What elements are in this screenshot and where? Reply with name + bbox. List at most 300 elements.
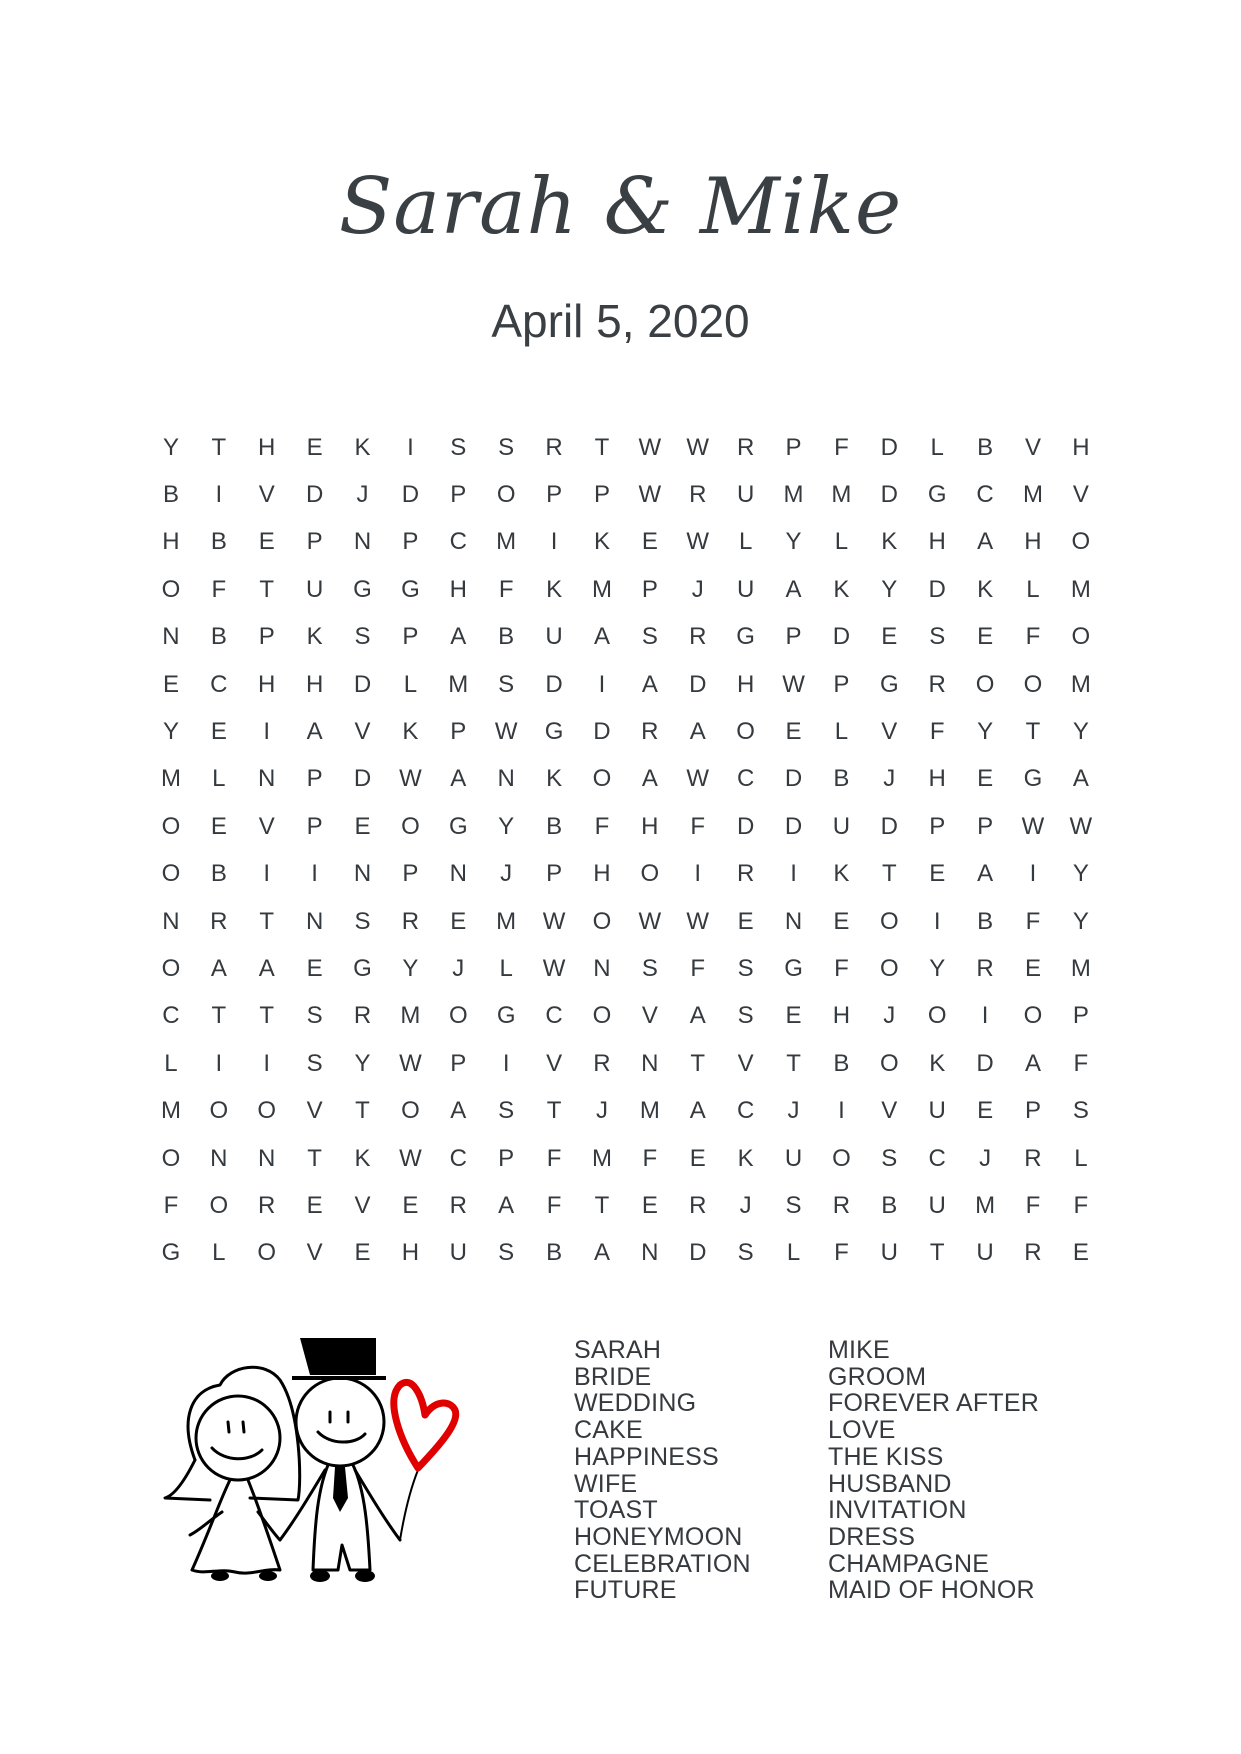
grid-letter: A	[1072, 765, 1089, 793]
grid-letter: V	[354, 718, 371, 746]
grid-letter: W	[686, 765, 710, 793]
grid-letter: K	[833, 575, 850, 603]
grid-letter: P	[546, 860, 563, 888]
grid-letter: D	[401, 481, 420, 509]
word-list-item: MAID OF HONOR	[828, 1576, 1035, 1605]
grid-letter: K	[354, 1144, 371, 1172]
couple-names-title: Sarah & Mike	[338, 162, 903, 252]
grid-letter: E	[977, 1097, 994, 1125]
grid-letter: D	[305, 481, 324, 509]
grid-letter: O	[1023, 670, 1043, 698]
grid-letter: S	[498, 670, 515, 698]
grid-letter: S	[929, 623, 946, 651]
grid-letter: L	[403, 670, 418, 698]
grid-letter: Y	[881, 575, 898, 603]
grid-letter: Y	[1072, 718, 1089, 746]
grid-letter: V	[737, 1049, 754, 1077]
grid-letter: O	[401, 812, 420, 840]
grid-letter: A	[689, 718, 706, 746]
grid-letter: Y	[977, 718, 994, 746]
grid-letter: F	[1073, 1049, 1089, 1077]
grid-letter: K	[977, 575, 994, 603]
grid-letter: F	[690, 954, 706, 982]
grid-letter: V	[306, 1239, 323, 1267]
word-search-grid	[147, 424, 1105, 1277]
grid-letter: U	[545, 623, 563, 651]
grid-letter: E	[210, 718, 227, 746]
grid-letter: N	[162, 623, 180, 651]
grid-letter: E	[929, 860, 946, 888]
grid-letter: E	[737, 907, 754, 935]
grid-letter: P	[306, 765, 323, 793]
grid-letter: S	[498, 433, 515, 461]
grid-letter: S	[306, 1049, 323, 1077]
grid-letter: R	[449, 1191, 467, 1219]
grid-letter: N	[497, 765, 515, 793]
grid-letter: J	[691, 575, 704, 603]
grid-letter: O	[592, 765, 612, 793]
grid-letter: O	[496, 481, 516, 509]
grid-letter: N	[784, 907, 803, 935]
grid-letter: T	[211, 1002, 227, 1030]
grid-letter: J	[739, 1191, 752, 1219]
grid-letter: U	[880, 1239, 898, 1267]
grid-letter: B	[162, 481, 179, 509]
grid-letter: W	[686, 433, 710, 461]
grid-letter: D	[976, 1049, 994, 1077]
grid-letter: I	[598, 670, 606, 698]
grid-letter: A	[498, 1191, 515, 1219]
grid-letter: A	[450, 1097, 467, 1125]
wedding-date: April 5, 2020	[491, 295, 750, 347]
word-list-item: CHAMPAGNE	[828, 1549, 990, 1578]
grid-letter: T	[1025, 718, 1041, 746]
grid-letter: U	[449, 1239, 467, 1267]
grid-letter: M	[591, 575, 612, 603]
grid-letter: R	[736, 860, 755, 888]
grid-letter: G	[784, 954, 803, 982]
grid-letter: P	[450, 481, 467, 509]
word-list-column-2	[828, 1337, 1039, 1604]
grid-letter: W	[686, 907, 710, 935]
grid-letter: K	[929, 1049, 946, 1077]
grid-letter: O	[736, 718, 755, 746]
grid-letter: O	[448, 1002, 468, 1030]
grid-letter: P	[641, 575, 658, 603]
grid-letter: S	[737, 954, 754, 982]
grid-letter: H	[1072, 433, 1090, 461]
grid-letter: H	[736, 670, 755, 698]
grid-letter: O	[879, 1049, 899, 1077]
grid-letter: R	[1024, 1239, 1042, 1267]
grid-letter: K	[833, 860, 850, 888]
grid-letter: U	[976, 1239, 994, 1267]
grid-letter: G	[927, 481, 947, 509]
grid-letter: U	[784, 1144, 803, 1172]
grid-letter: L	[499, 954, 513, 982]
grid-letter: T	[690, 1049, 706, 1077]
grid-letter: C	[210, 670, 228, 698]
grid-letter: E	[354, 1239, 371, 1267]
grid-letter: D	[880, 433, 898, 461]
grid-letter: O	[161, 1144, 181, 1172]
grid-letter: N	[305, 907, 324, 935]
grid-letter: K	[306, 623, 323, 651]
grid-letter: P	[258, 623, 275, 651]
grid-letter: P	[402, 528, 419, 556]
grid-letter: R	[689, 481, 707, 509]
grid-letter: I	[550, 528, 558, 556]
grid-letter: N	[641, 1239, 659, 1267]
grid-letter: T	[307, 1144, 322, 1172]
grid-letter: R	[689, 623, 707, 651]
grid-letter: V	[1072, 481, 1089, 509]
grid-letter: E	[641, 528, 658, 556]
grid-letter: M	[783, 481, 804, 509]
grid-letter: W	[399, 1049, 422, 1077]
grid-letter: B	[498, 623, 515, 651]
grid-letter: L	[930, 433, 944, 461]
grid-letter: P	[450, 1049, 467, 1077]
grid-letter: C	[545, 1002, 563, 1030]
grid-letter: T	[594, 1191, 610, 1219]
grid-letter: T	[259, 575, 275, 603]
word-list-item: SARAH	[574, 1336, 662, 1364]
grid-letter: L	[1074, 1144, 1088, 1172]
grid-letter: G	[353, 575, 372, 603]
grid-letter: F	[498, 575, 514, 603]
grid-letter: V	[1024, 433, 1041, 461]
grid-letter: L	[834, 718, 849, 746]
grid-letter: N	[258, 765, 276, 793]
grid-letter: O	[592, 1002, 612, 1030]
grid-letter: E	[354, 812, 371, 840]
grid-letter: L	[1026, 575, 1040, 603]
grid-letter: M	[1070, 575, 1091, 603]
grid-letter: O	[1023, 1002, 1043, 1030]
word-list-item: HUSBAND	[828, 1469, 952, 1498]
grid-letter: F	[642, 1144, 658, 1172]
grid-letter: Y	[498, 812, 515, 840]
grid-letter: R	[210, 907, 228, 935]
grid-letter: L	[212, 1239, 226, 1267]
grid-letter: J	[452, 954, 465, 982]
grid-letter: B	[210, 860, 227, 888]
grid-letter: P	[306, 812, 323, 840]
grid-letter: I	[838, 1097, 845, 1125]
grid-letter: I	[215, 481, 223, 509]
grid-letter: E	[977, 623, 994, 651]
grid-letter: K	[881, 528, 898, 556]
grid-letter: C	[976, 481, 994, 509]
grid-letter: H	[305, 670, 324, 698]
grid-letter: U	[928, 1097, 946, 1125]
grid-letter: U	[305, 575, 324, 603]
grid-letter: S	[354, 623, 371, 651]
grid-letter: W	[542, 907, 566, 935]
grid-letter: N	[162, 907, 180, 935]
grid-letter: I	[1029, 860, 1037, 888]
grid-letter: M	[975, 1191, 996, 1219]
grid-letter: R	[976, 954, 994, 982]
grid-letter: M	[448, 670, 469, 698]
grid-letter: I	[263, 860, 271, 888]
grid-letter: D	[928, 575, 946, 603]
grid-letter: M	[160, 1097, 181, 1125]
grid-letter: F	[1025, 623, 1041, 651]
grid-letter: W	[638, 481, 662, 509]
grid-letter: O	[975, 670, 995, 698]
grid-letter: S	[1072, 1097, 1089, 1125]
grid-letter: O	[879, 907, 899, 935]
grid-letter: C	[449, 1144, 467, 1172]
grid-letter: C	[736, 765, 755, 793]
grid-letter: I	[215, 1049, 223, 1077]
grid-letter: B	[210, 528, 227, 556]
grid-letter: F	[163, 1191, 179, 1219]
grid-letter: A	[450, 623, 467, 651]
grid-letter: W	[494, 718, 518, 746]
grid-letter: E	[210, 812, 227, 840]
word-list-item: DRESS	[828, 1522, 916, 1551]
grid-letter: U	[736, 575, 755, 603]
grid-letter: M	[1022, 481, 1043, 509]
grid-letter: B	[833, 1049, 850, 1077]
grid-letter: W	[542, 954, 566, 982]
grid-letter: G	[1023, 765, 1043, 793]
grid-letter: R	[641, 718, 659, 746]
grid-letter: B	[546, 1239, 563, 1267]
grid-letter: F	[1073, 1191, 1089, 1219]
grid-letter: E	[977, 765, 994, 793]
grid-letter: U	[736, 481, 755, 509]
grid-letter: J	[979, 1144, 992, 1172]
grid-letter: E	[1072, 1239, 1089, 1267]
grid-letter: E	[402, 1191, 419, 1219]
grid-letter: B	[210, 623, 227, 651]
grid-letter: W	[1021, 812, 1045, 840]
grid-letter: D	[353, 765, 372, 793]
grid-letter: J	[787, 1097, 800, 1125]
grid-letter: P	[546, 481, 563, 509]
grid-letter: H	[928, 765, 946, 793]
grid-letter: Y	[929, 954, 946, 982]
grid-letter: H	[401, 1239, 420, 1267]
grid-letter: G	[161, 1239, 181, 1267]
word-list-item: WIFE	[574, 1469, 638, 1498]
grid-letter: S	[641, 954, 658, 982]
grid-letter: W	[782, 670, 805, 698]
grid-letter: T	[355, 1097, 370, 1125]
grid-letter: P	[833, 670, 850, 698]
grid-letter: D	[784, 812, 803, 840]
word-list-item: LOVE	[828, 1416, 896, 1445]
grid-letter: V	[354, 1191, 371, 1219]
grid-letter: B	[546, 812, 563, 840]
grid-letter: N	[353, 860, 372, 888]
grid-letter: A	[641, 765, 658, 793]
grid-letter: S	[641, 623, 658, 651]
grid-letter: F	[546, 1144, 562, 1172]
grid-letter: I	[790, 860, 797, 888]
grid-letter: A	[689, 1002, 706, 1030]
grid-letter: I	[502, 1049, 510, 1077]
grid-letter: B	[833, 765, 850, 793]
grid-letter: E	[785, 1002, 802, 1030]
grid-letter: N	[210, 1144, 228, 1172]
grid-letter: F	[834, 433, 849, 461]
grid-letter: M	[400, 1002, 421, 1030]
grid-letter: D	[832, 623, 851, 651]
grid-letter: K	[546, 765, 563, 793]
bride-and-groom-icon	[150, 1330, 480, 1610]
word-list-column-1	[574, 1337, 751, 1604]
grid-letter: C	[736, 1097, 755, 1125]
grid-letter: F	[546, 1191, 562, 1219]
word-list-item: CAKE	[574, 1416, 643, 1445]
grid-letter: M	[831, 481, 852, 509]
grid-letter: P	[785, 433, 802, 461]
grid-letter: E	[1024, 954, 1041, 982]
grid-letter: L	[212, 765, 226, 793]
grid-letter: C	[162, 1002, 180, 1030]
grid-letter: O	[1071, 623, 1091, 651]
grid-letter: L	[738, 528, 753, 556]
grid-letter: R	[401, 907, 420, 935]
grid-letter: L	[164, 1049, 178, 1077]
grid-letter: S	[498, 1097, 515, 1125]
grid-letter: E	[641, 1191, 658, 1219]
grid-letter: P	[785, 623, 802, 651]
grid-letter: O	[161, 860, 181, 888]
grid-letter: V	[881, 1097, 898, 1125]
grid-letter: R	[689, 1191, 707, 1219]
grid-letter: F	[1025, 1191, 1041, 1219]
grid-letter: D	[784, 765, 803, 793]
grid-letter: A	[593, 623, 610, 651]
grid-letter: A	[593, 1239, 610, 1267]
grid-letter: S	[306, 1002, 323, 1030]
grid-letter: R	[545, 433, 563, 461]
grid-letter: J	[500, 860, 513, 888]
grid-letter: V	[306, 1097, 323, 1125]
grid-letter: T	[594, 433, 610, 461]
grid-letter: K	[354, 433, 371, 461]
grid-letter: G	[448, 812, 468, 840]
grid-letter: O	[209, 1097, 229, 1125]
grid-letter: H	[1024, 528, 1042, 556]
grid-letter: H	[258, 670, 276, 698]
word-list-item: TOAST	[574, 1496, 658, 1525]
grid-letter: U	[832, 812, 851, 840]
grid-letter: V	[641, 1002, 658, 1030]
grid-letter: K	[593, 528, 610, 556]
grid-letter: F	[211, 575, 227, 603]
grid-letter: P	[306, 528, 323, 556]
grid-letter: W	[1069, 812, 1093, 840]
grid-letter: Y	[1072, 860, 1089, 888]
grid-letter: I	[407, 433, 414, 461]
grid-letter: A	[210, 954, 227, 982]
grid-letter: S	[881, 1144, 898, 1172]
grid-letter: V	[258, 481, 275, 509]
word-list-item: FOREVER AFTER	[828, 1389, 1039, 1418]
grid-letter: E	[258, 528, 275, 556]
grid-letter: E	[306, 1191, 323, 1219]
grid-letter: P	[929, 812, 946, 840]
word-list-item: BRIDE	[574, 1362, 652, 1391]
grid-letter: A	[450, 765, 467, 793]
grid-letter: M	[1070, 954, 1091, 982]
grid-letter: P	[498, 1144, 515, 1172]
grid-letter: H	[641, 812, 659, 840]
grid-letter: O	[879, 954, 899, 982]
grid-letter: I	[933, 907, 941, 935]
grid-letter: A	[977, 528, 994, 556]
grid-letter: J	[595, 1097, 608, 1125]
grid-letter: F	[834, 954, 849, 982]
grid-letter: D	[880, 481, 898, 509]
grid-letter: N	[593, 954, 611, 982]
grid-letter: D	[353, 670, 372, 698]
grid-letter: A	[689, 1097, 706, 1125]
grid-letter: M	[496, 528, 517, 556]
grid-letter: H	[449, 575, 467, 603]
grid-letter: P	[977, 812, 994, 840]
grid-letter: I	[311, 860, 318, 888]
grid-letter: T	[211, 433, 227, 461]
grid-letter: T	[259, 907, 275, 935]
grid-letter: W	[686, 528, 710, 556]
grid-letter: R	[593, 1049, 611, 1077]
grid-letter: N	[449, 860, 467, 888]
grid-letter: W	[638, 907, 662, 935]
grid-letter: C	[449, 528, 467, 556]
grid-letter: M	[496, 907, 517, 935]
grid-letter: O	[1071, 528, 1091, 556]
grid-letter: H	[162, 528, 180, 556]
grid-letter: R	[928, 670, 946, 698]
grid-letter: R	[1024, 1144, 1042, 1172]
grid-letter: L	[786, 1239, 801, 1267]
grid-letter: G	[401, 575, 420, 603]
grid-letter: M	[591, 1144, 612, 1172]
grid-letter: O	[257, 1239, 277, 1267]
grid-letter: C	[928, 1144, 946, 1172]
grid-letter: V	[546, 1049, 563, 1077]
grid-letter: I	[981, 1002, 989, 1030]
grid-letter: F	[690, 812, 706, 840]
grid-letter: W	[399, 765, 422, 793]
grid-letter: I	[263, 718, 271, 746]
grid-letter: D	[736, 812, 755, 840]
word-list-item: GROOM	[828, 1362, 927, 1391]
grid-letter: R	[258, 1191, 276, 1219]
grid-letter: R	[736, 433, 755, 461]
grid-letter: O	[209, 1191, 229, 1219]
grid-letter: R	[832, 1191, 851, 1219]
grid-letter: A	[977, 860, 994, 888]
grid-letter: H	[593, 860, 611, 888]
grid-letter: G	[353, 954, 372, 982]
grid-letter: M	[160, 765, 181, 793]
grid-letter: Y	[354, 1049, 371, 1077]
grid-letter: N	[258, 1144, 276, 1172]
grid-letter: E	[689, 1144, 706, 1172]
grid-letter: J	[883, 765, 896, 793]
grid-letter: O	[832, 1144, 851, 1172]
grid-letter: E	[306, 433, 323, 461]
